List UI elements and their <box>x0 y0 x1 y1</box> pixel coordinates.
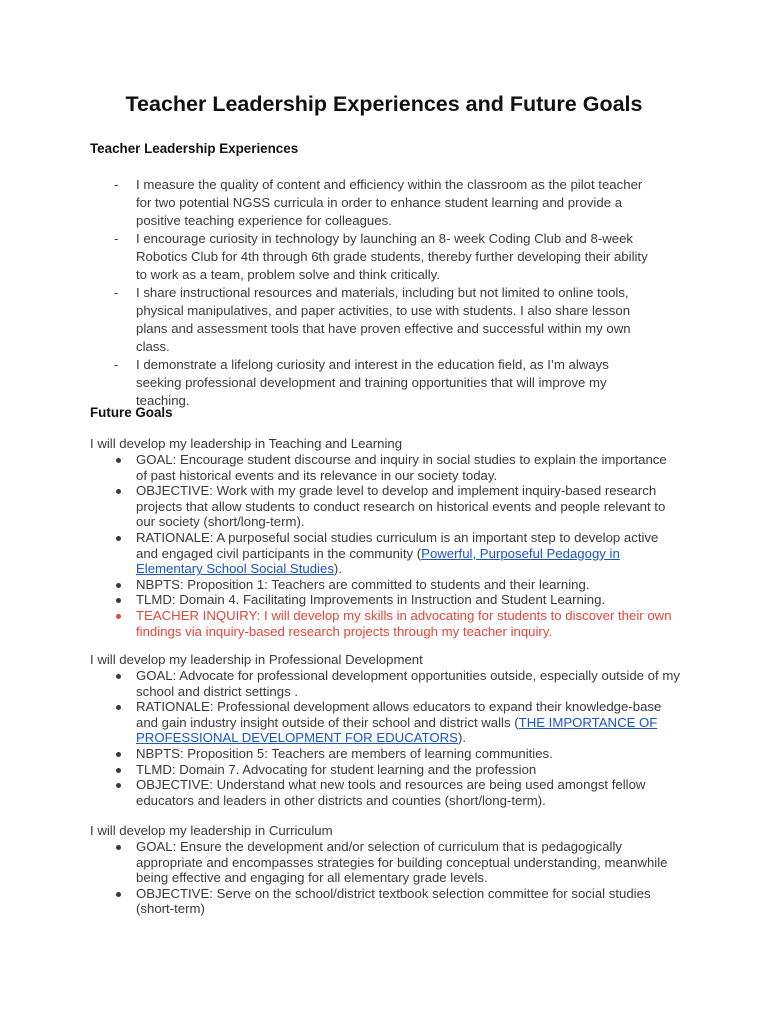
list-item: - I share instructional resources and materials, including but not limited to online tools, physical manipulatives, and paper activities, to use with students. I also share lesson plans and assessment tools that have proven effective and successful within my own class. <box>114 285 631 354</box>
teaching-intro: I will develop my leadership in Teaching and Learning <box>90 436 403 451</box>
curriculum-intro: I will develop my leadership in Curriculum <box>90 823 333 838</box>
list-item: OBJECTIVE: Work with my grade level to develop and implement inquiry-based research projects that allow students to conduct research on historical events and people relevant to our society (short/long-term). <box>90 483 680 530</box>
list-item: NBPTS: Proposition 1: Teachers are committed to students and their learning. <box>90 577 680 593</box>
list-item: GOAL: Encourage student discourse and inquiry in social studies to explain the importance of past historical events and its relevance in our society today. <box>90 452 680 483</box>
pd-importance-link[interactable]: THE IMPORTANCE OF PROFESSIONAL DEVELOPMENT FOR EDUCATORS <box>136 714 658 746</box>
list-item: - I demonstrate a lifelong curiosity and interest in the education field, as I’m always seeking professional development and training opportunities that will improve my teaching. <box>114 357 609 408</box>
pedagogy-link[interactable]: Powerful, Purposeful Pedagogy in Elementary School Social Studies <box>136 545 620 577</box>
list-item: NBPTS: Proposition 5: Teachers are members of learning communities. <box>90 746 680 762</box>
list-item: TEACHER INQUIRY: I will develop my skills in advocating for students to discover their own findings via inquiry-based research projects through my teacher inquiry. <box>90 608 680 639</box>
list-item: RATIONALE: A purposeful social studies curriculum is an important step to develop active and engaged civil participants in the community (Powerful, Purposeful Pedagogy in Elementary School Social Studies). <box>90 530 680 577</box>
teaching-list <box>90 452 680 639</box>
experiences-list <box>90 176 650 410</box>
future-goals-heading: Future Goals <box>90 405 173 420</box>
list-item: - I measure the quality of content and efficiency within the classroom as the pilot teacher for two potential NGSS curricula in order to enhance student learning and provide a positive teaching experience for colleagues. <box>114 177 643 228</box>
list-item: TLMD: Domain 7. Advocating for student learning and the profession <box>90 762 680 778</box>
list-item: OBJECTIVE: Understand what new tools and resources are being used amongst fellow educators and leaders in other districts and counties (short/long-term). <box>90 777 680 808</box>
list-item: TLMD: Domain 4. Facilitating Improvements in Instruction and Student Learning. <box>90 592 680 608</box>
list-item: GOAL: Ensure the development and/or selection of curriculum that is pedagogically appropriate and encompasses strategies for building conceptual understanding, meanwhile being effective and engaging for all elementary grade levels. <box>90 839 680 886</box>
list-item: - I encourage curiosity in technology by launching an 8- week Coding Club and 8-week Robotics Club for 4th through 6th grade students, thereby further developing their ability to work as a team, problem solve and think critically. <box>114 231 648 282</box>
list-item: RATIONALE: Professional development allows educators to expand their knowledge-base and gain industry insight outside of their school and district walls (THE IMPORTANCE OF PROFESSIONAL DEVELOPMENT FOR EDUCATORS). <box>90 699 680 746</box>
professional-list <box>90 668 680 808</box>
professional-intro: I will develop my leadership in Professional Development <box>90 652 423 667</box>
list-item: GOAL: Advocate for professional development opportunities outside, especially outside of my school and district settings . <box>90 668 680 699</box>
curriculum-list <box>90 839 680 917</box>
experiences-heading: Teacher Leadership Experiences <box>90 141 299 156</box>
list-item: OBJECTIVE: Serve on the school/district textbook selection committee for social studies (short-term) <box>90 886 680 917</box>
document-title: Teacher Leadership Experiences and Future Goals <box>125 92 643 116</box>
